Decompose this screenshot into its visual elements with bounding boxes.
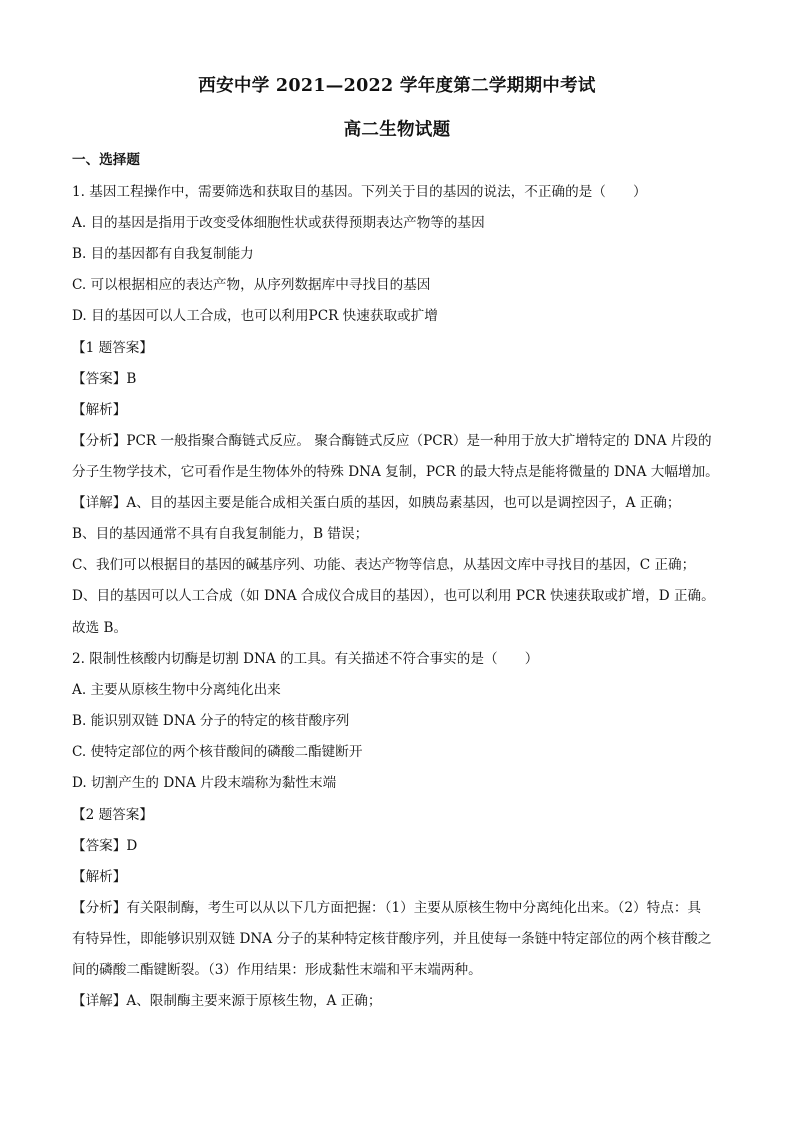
q2-option-a: A. 主要从原核生物中分离纯化出来 — [72, 682, 281, 698]
exam-title: 西安中学 2021—2022 学年度第二学期期中考试 — [198, 76, 596, 96]
q2-analysis-line-2: 有特异性，即能够识别双链 DNA 分子的某种特定核苷酸序列，并且使每一条链中特定部位的两个核苷酸之 — [72, 931, 712, 947]
section-heading: 一、选择题 — [72, 152, 140, 168]
q1-option-d: D. 目的基因可以人工合成，也可以利用PCR 快速获取或扩增 — [72, 308, 438, 324]
q1-option-a: A. 目的基因是指用于改变受体细胞性状或获得预期表达产物等的基因 — [72, 215, 485, 231]
q1-detail-line-3: C、我们可以根据目的基因的碱基序列、功能、表达产物等信息，从基因文库中寻找目的基因，C 正确； — [72, 557, 696, 573]
q1-detail-line-1: 【详解】A、目的基因主要是能合成相关蛋白质的基因，如胰岛素基因，也可以是调控因子，A 正确； — [72, 495, 681, 511]
exam-subtitle: 高二生物试题 — [343, 120, 451, 140]
q1-conclusion: 故选 B。 — [72, 620, 128, 636]
q2-stem: 2. 限制性核酸内切酶是切割 DNA 的工具。有关描述不符合事实的是（ ） — [72, 651, 539, 667]
q1-answer: 【答案】B — [72, 371, 137, 387]
q2-detail-line-1: 【详解】A、限制酶主要来源于原核生物，A 正确； — [72, 993, 382, 1009]
q2-option-b: B. 能识别双链 DNA 分子的特定的核苷酸序列 — [72, 713, 350, 729]
q1-detail-line-4: D、目的基因可以人工合成（如 DNA 合成仪合成目的基因），也可以利用 PCR 快速获取或扩增，D 正确。 — [72, 588, 715, 604]
q2-analysis-line-1: 【分析】有关限制酶，考生可以从以下几方面把握：（1）主要从原核生物中分离纯化出来。（2）特点：具 — [72, 900, 702, 916]
q1-option-b: B. 目的基因都有自我复制能力 — [72, 246, 254, 262]
q1-option-c: C. 可以根据相应的表达产物，从序列数据库中寻找目的基因 — [72, 277, 431, 293]
q1-analysis-header: 【解析】 — [72, 402, 127, 418]
q1-answer-header: 【1 题答案】 — [72, 340, 153, 356]
q2-analysis-line-3: 间的磷酸二酯键断裂。（3）作用结果：形成黏性末端和平末端两种。 — [72, 962, 482, 978]
q2-analysis-header: 【解析】 — [72, 869, 127, 885]
q1-detail-line-2: B、目的基因通常不具有自我复制能力，B 错误； — [72, 526, 369, 542]
q2-answer-header: 【2 题答案】 — [72, 807, 153, 823]
q1-stem: 1. 基因工程操作中，需要筛选和获取目的基因。下列关于目的基因的说法，不正确的是（ ） — [72, 184, 647, 200]
q1-analysis-line-1: 【分析】PCR 一般指聚合酶链式反应。 聚合酶链式反应（PCR）是一种用于放大扩增特定的 DNA 片段的 — [72, 433, 712, 449]
q2-option-c: C. 使特定部位的两个核苷酸间的磷酸二酯键断开 — [72, 744, 363, 760]
q2-answer: 【答案】D — [72, 838, 138, 854]
q2-option-d: D. 切割产生的 DNA 片段末端称为黏性末端 — [72, 775, 337, 791]
q1-analysis-line-2: 分子生物学技术，它可看作是生物体外的特殊 DNA 复制，PCR 的最大特点是能将微量的 DNA 大幅增加。 — [72, 464, 719, 480]
